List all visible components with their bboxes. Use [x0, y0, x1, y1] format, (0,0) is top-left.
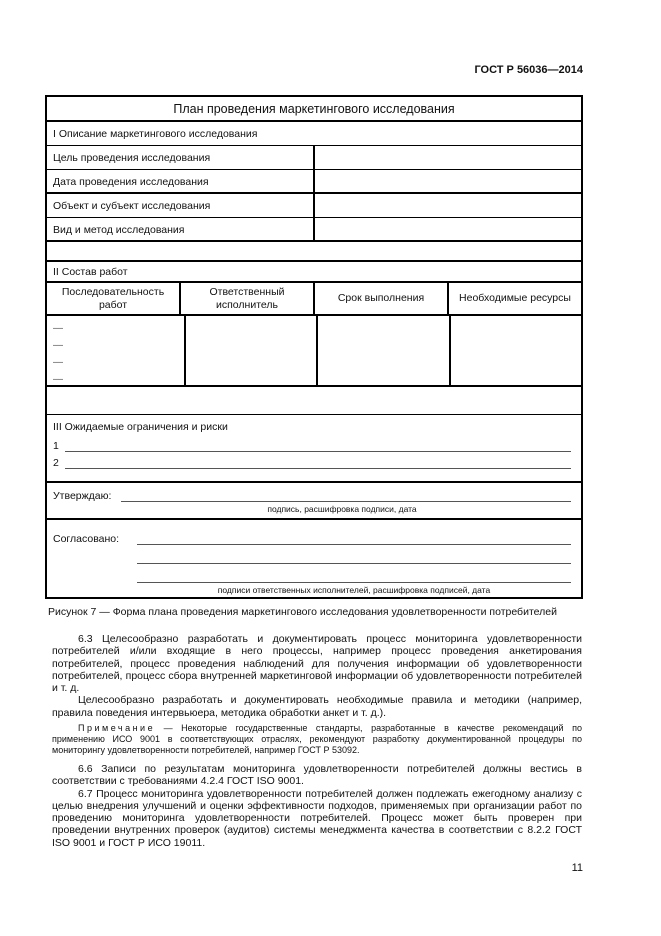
works-table-body: [47, 316, 581, 387]
paragraph-6-7: 6.7 Процесс мониторинга удовлетворенности потребителей должен подлежать ежегодному анализу с целью внедрения улучшений и оценки эффективности подходов, применяемых при организации работ по проведению мониторинга удовлетворенности потребителей. Процесс может быть проверен при проведении внутренних проверок (аудитов) системы менеджмента качества в соответствии с 8.2.2 ГОСТ ISO 9001 и ГОСТ Р ИСО 19011.: [52, 787, 582, 849]
risk-number: 1: [53, 440, 59, 452]
dash-item: —: [53, 357, 63, 368]
resources-cell[interactable]: [451, 316, 582, 385]
risk-line-1: [53, 439, 571, 452]
section2-heading: II Состав работ: [47, 262, 581, 283]
agree-block: [47, 520, 581, 597]
note-label: Примечание: [78, 723, 156, 733]
risk-2-field[interactable]: [65, 456, 571, 469]
form-row-goal: [47, 146, 581, 170]
dash-item: —: [53, 374, 63, 385]
row-label: Вид и метод исследования: [47, 218, 315, 240]
dash-item: —: [53, 323, 63, 334]
approve-signature-field[interactable]: [121, 489, 571, 502]
goal-field[interactable]: [315, 146, 581, 169]
col-sequence: Последовательность работ: [47, 283, 181, 314]
object-field[interactable]: [315, 194, 581, 217]
col-resources: Необходимые ресурсы: [459, 292, 571, 304]
approve-block: [47, 483, 581, 520]
agree-signature-field-1[interactable]: [137, 532, 571, 545]
works-table-header: [47, 283, 581, 316]
sections-6-6-6-7: [52, 763, 582, 849]
page-number: 11: [571, 862, 583, 874]
spacer-row: [47, 387, 581, 415]
agree-signature-field-3[interactable]: [137, 570, 571, 583]
document-code: ГОСТ Р 56036—2014: [474, 64, 583, 76]
section3-risks: [47, 415, 581, 483]
risk-number: 2: [53, 457, 59, 469]
risk-1-field[interactable]: [65, 439, 571, 452]
agree-caption: подписи ответственных исполнителей, расшифровка подписей, дата: [217, 585, 491, 595]
deadline-cell[interactable]: [318, 316, 451, 385]
risk-line-2: [53, 456, 571, 469]
spacer-row: [47, 242, 581, 262]
responsible-cell[interactable]: [186, 316, 319, 385]
sequence-cell[interactable]: [47, 316, 186, 385]
note-text: — Некоторые государственные стандарты, разработанные в качестве рекомендаций по применению ИСО 9001 в соответствующих отраслях, рекомендуют разработку документированной процедуры по мониторингу удовлетворенности потребителей, например ГОСТ Р 53092.: [52, 723, 582, 755]
col-deadline: Срок выполнения: [315, 283, 449, 314]
figure-caption: Рисунок 7 — Форма плана проведения маркетингового исследования удовлетворенности потребителей: [48, 606, 557, 618]
paragraph-6-3b: Целесообразно разработать и документировать необходимые правила и методики (например, правила поведения интервьюера, методика обработки анкет и т. д.).: [52, 694, 582, 719]
section3-heading: III Ожидаемые ограничения и риски: [53, 421, 228, 433]
section1-heading: I Описание маркетингового исследования: [47, 122, 581, 146]
form-title: План проведения маркетингового исследования: [47, 97, 581, 122]
row-label: Объект и субъект исследования: [47, 194, 315, 217]
section-6-3: [52, 633, 582, 719]
approve-caption: подпись, расшифровка подписи, дата: [267, 504, 417, 514]
paragraph-6-6: 6.6 Записи по результатам мониторинга удовлетворенности потребителей должны вестись в соответствии с требованиями 4.2.4 ГОСТ ISO 9001.: [52, 763, 582, 788]
dash-item: —: [53, 340, 63, 351]
row-label: Цель проведения исследования: [47, 146, 315, 169]
form-row-object: [47, 194, 581, 218]
agree-label: Согласовано:: [53, 533, 120, 545]
approve-label: Утверждаю:: [53, 490, 112, 502]
form-row-date: [47, 170, 581, 194]
paragraph-6-3: 6.3 Целесообразно разработать и документировать процесс мониторинга удовлетворенности потребителей и/или входящие в него процессы, например процесс проведения анкетирования потребителей, процесс проведения наблюдений для получения информации об удовлетворенности потребителей, процесс сбора внутренней маркетинговой информации об удовлетворенности потребителей и т. д.: [52, 633, 582, 695]
form-row-method: [47, 218, 581, 242]
marketing-research-plan-form: [45, 95, 583, 599]
method-field[interactable]: [315, 218, 581, 240]
date-field[interactable]: [315, 170, 581, 192]
note-block: [52, 723, 582, 756]
agree-signature-field-2[interactable]: [137, 551, 571, 564]
col-responsible: Ответственный исполнитель: [181, 283, 315, 314]
row-label: Дата проведения исследования: [47, 170, 315, 192]
